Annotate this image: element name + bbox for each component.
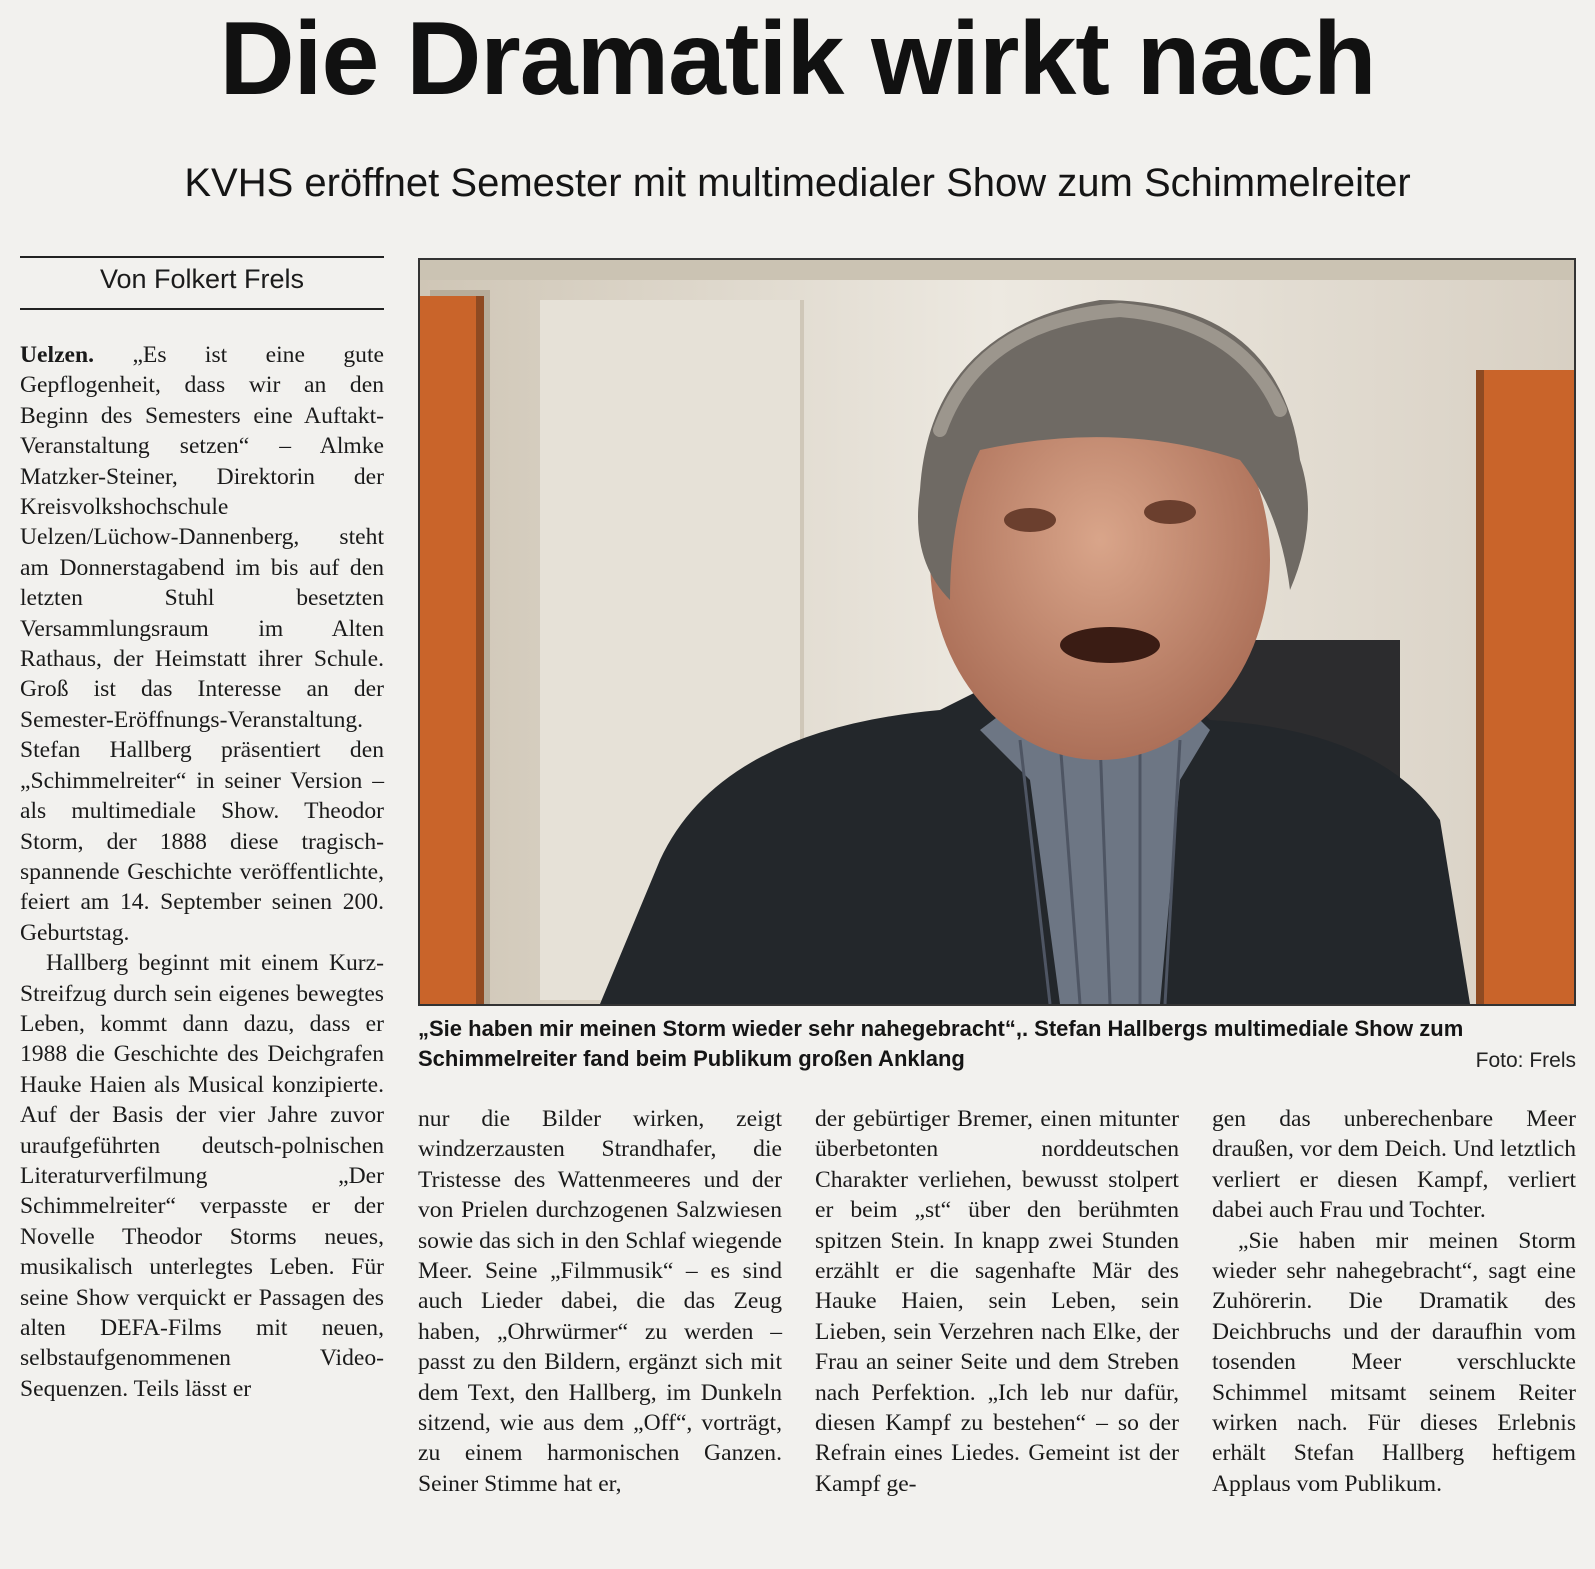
paragraph: Hallberg beginnt mit einem Kurz-Streifzug durch sein eigenes bewegtes Leben, kommt dann dazu, dass er 1988 die Geschichte des Deichgrafen Hauke Haien als Musical konzipierte. Auf der Basis der vier Jahre zuvor uraufgeführten deutsch-polnischen Literaturverfilmung „Der Schimmelreiter“ verpasste er der Novelle Theodor Storms neues, musikalisch unterlegtes Leben. Für seine Show verquickt er Passagen des alten DEFA-Films mit neuen, selbstaufgenommenen Video-Sequenzen. Teils lässt er [20, 950, 384, 1402]
byline-top-rule [20, 256, 384, 258]
headline: Die Dramatik wirkt nach [219, 1, 1376, 117]
dateline: Uelzen. [20, 342, 95, 368]
mouth [1060, 627, 1160, 663]
article-column-3 [815, 1104, 1179, 1499]
paragraph: „Sie haben mir meinen Storm wieder sehr nahegebracht“, sagt eine Zuhörerin. Die Dramatik des Deichbruchs und der daraufhin vom tosenden Meer verschluckte Schimmel mitsamt seinem Reiter wirken nach. Für dieses Erlebnis erhält Stefan Hallberg heftigem Applaus vom Publikum. [1212, 1227, 1576, 1497]
article-photo [418, 258, 1576, 1006]
photo-illustration [420, 260, 1574, 1004]
article-column-2 [418, 1104, 782, 1499]
paragraph-text: „Es ist eine gute Gepflogenheit, dass wir an den Beginn des Semesters eine Auftakt-Veranstaltung setzen“ – Almke Matzker-Steiner, Direktorin der Kreisvolkshochschule Uelzen/Lüchow-Dannenberg, steht am Donnerstagabend im bis auf den letzten Stuhl besetzten Versammlungsraum im Alten Rathaus, der Heimstatt ihrer Schule. Groß ist das Interesse an der Semester-Eröffnungs-Veranstaltung. Stefan Hallberg präsentiert den „Schimmelreiter“ in seiner Version – als multimediale Show. Theodor Storm, der 1888 diese tragisch-spannende Geschichte veröffentlichte, feiert am 14. September seinen 200. Geburtstag. [20, 342, 384, 946]
subheadline: KVHS eröffnet Semester mit multimedialer Show zum Schimmelreiter [184, 161, 1411, 205]
paragraph [20, 340, 384, 948]
left-curtain [420, 296, 476, 1004]
paragraph: der gebürtiger Bremer, einen mitunter überbetonten norddeutschen Charakter verliehen, bewusst stolpert er beim „st“ über den berühmten spitzen Stein. In knapp zwei Stunden erzählt er die sagenhafte Mär des Hauke Haien, sein Leben, sein Lieben, sein Verzehren nach Elke, der Frau an seiner Seite und dem Streben nach Perfektion. „Ich leb nur dafür, diesen Kampf zu bestehen“ – so der Refrain eines Liedes. Gemeint ist der Kampf ge- [815, 1106, 1179, 1497]
article-column-4 [1212, 1104, 1576, 1499]
photo-credit: Foto: Frels [1475, 1049, 1576, 1072]
byline: Von Folkert Frels [99, 264, 305, 294]
photo-caption: „Sie haben mir meinen Storm wieder sehr nahegebracht“,. Stefan Hallbergs multimediale Show zum Schimmelreiter fand beim Publikum großen Anklang [418, 1016, 1464, 1071]
right-curtain [1480, 370, 1574, 1004]
article-column-1 [20, 340, 384, 1404]
byline-bottom-rule [20, 308, 384, 310]
paragraph: gen das unberechenbare Meer draußen, vor dem Deich. Und letztlich verliert er diesen Kampf, verliert dabei auch Frau und Tochter. [1212, 1106, 1576, 1224]
paragraph: nur die Bilder wirken, zeigt windzerzausten Strandhafer, die Tristesse des Wattenmeeres und der von Prielen durchzogenen Salzwiesen sowie das sich in den Schlaf wiegende Meer. Seine „Filmmusik“ – es sind auch Lieder dabei, die das Zeug haben, „Ohrwürmer“ zu werden – passt zu den Bildern, ergänzt sich mit dem Text, den Hallberg, im Dunkeln sitzend, wie aus dem „Off“, vorträgt, zu einem harmonischen Ganzen. Seiner Stimme hat er, [418, 1106, 782, 1497]
